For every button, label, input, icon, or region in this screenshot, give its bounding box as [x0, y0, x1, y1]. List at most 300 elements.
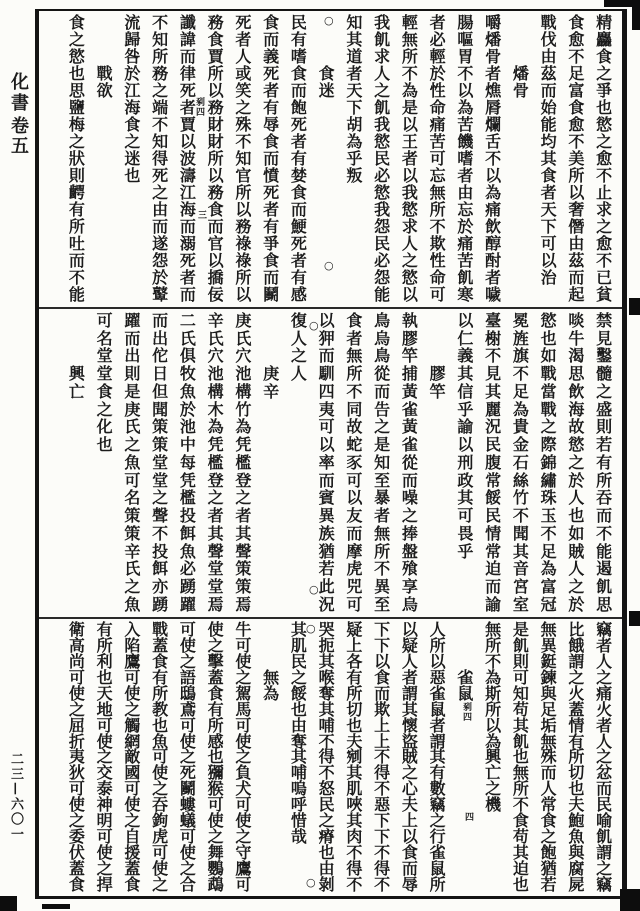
glyph: 牧	[179, 364, 196, 384]
glyph: 忘	[457, 200, 474, 220]
glyph: 怨	[374, 217, 391, 237]
glyph: 摩	[346, 541, 363, 561]
glyph: 天	[346, 80, 363, 100]
glyph: 則	[512, 651, 529, 671]
text-column	[230, 312, 258, 614]
glyph: 食	[512, 811, 529, 831]
glyph: 不	[346, 381, 363, 401]
glyph: 惡	[429, 667, 446, 687]
glyph: 愈	[568, 29, 585, 49]
glyph: 而	[68, 251, 85, 271]
glyph: 不	[235, 131, 252, 151]
text-column	[174, 619, 202, 894]
glyph: 而	[290, 200, 307, 220]
glyph: 氏	[179, 328, 196, 348]
glyph: 使	[179, 731, 196, 751]
text-column	[202, 14, 230, 304]
glyph: 不	[68, 268, 85, 288]
glyph: 可	[124, 470, 141, 490]
glyph: 之	[568, 452, 585, 472]
glyph: 使	[96, 731, 113, 751]
glyph: 能	[374, 285, 391, 305]
page-frame	[35, 9, 627, 899]
glyph: 斯	[485, 683, 502, 703]
glyph: 可	[540, 234, 557, 254]
text-column	[368, 312, 396, 614]
glyph: 以	[457, 80, 474, 100]
glyph: 死	[263, 182, 280, 202]
text-column	[507, 312, 535, 614]
glyph: 與	[540, 683, 557, 703]
glyph: 而	[318, 346, 335, 366]
glyph: 之	[568, 667, 585, 687]
glyph: 檻	[207, 452, 224, 472]
glyph: 不	[429, 217, 446, 237]
glyph: 知	[512, 683, 529, 703]
glyph: 海	[179, 200, 196, 220]
glyph: 蓋	[68, 859, 85, 879]
glyph: 愈	[596, 234, 613, 254]
scan-smudge	[629, 298, 640, 315]
glyph: 堂	[152, 452, 169, 472]
glyph: 鳥	[374, 346, 391, 366]
glyph: 富	[540, 577, 557, 597]
glyph: 不	[401, 63, 418, 83]
glyph: 噪	[401, 488, 418, 508]
glyph: 魚	[124, 594, 141, 614]
text-column	[507, 619, 535, 894]
glyph: 無	[540, 731, 557, 751]
glyph: 所	[568, 747, 585, 767]
glyph: 下	[346, 97, 363, 117]
glyph: 食	[207, 29, 224, 49]
glyph: 但	[152, 381, 169, 401]
glyph: 鼠	[429, 699, 446, 719]
glyph: 策	[152, 417, 169, 437]
glyph: 氏	[207, 328, 224, 348]
glyph: 嗚	[290, 779, 307, 799]
glyph: 濤	[179, 165, 196, 185]
glyph: 之	[96, 859, 113, 879]
glyph: 鹽	[68, 97, 85, 117]
glyph: 出	[124, 346, 141, 366]
glyph: 堂	[96, 364, 113, 384]
glyph: 可	[346, 594, 363, 614]
glyph: 上	[346, 635, 363, 655]
glyph: 飽	[290, 97, 307, 117]
glyph: 食	[596, 46, 613, 66]
glyph: 之	[179, 859, 196, 879]
glyph: 可	[429, 285, 446, 305]
glyph: 麗	[485, 399, 502, 419]
glyph: 人	[540, 779, 557, 799]
empty-cell	[507, 14, 535, 31]
glyph: 所	[346, 683, 363, 703]
volume-label: 卷五	[8, 116, 29, 156]
glyph: 而	[152, 310, 169, 330]
glyph: 也	[346, 715, 363, 735]
empty-cell	[452, 622, 480, 638]
glyph: 鵡	[207, 874, 224, 894]
glyph: 痛	[429, 114, 446, 134]
glyph: 以	[207, 251, 224, 271]
glyph: 之	[68, 131, 85, 151]
text-column	[479, 14, 507, 304]
glyph: 不	[318, 763, 335, 783]
glyph: 命	[429, 97, 446, 117]
glyph: 旗	[512, 346, 529, 366]
glyph: 以	[485, 715, 502, 735]
glyph: 有	[429, 763, 446, 783]
text-column	[174, 14, 202, 304]
glyph: 也	[152, 715, 169, 735]
glyph: 尚	[68, 651, 85, 671]
glyph: 命	[429, 268, 446, 288]
glyph: 際	[540, 435, 557, 455]
glyph: 亡	[68, 381, 85, 401]
glyph: 之	[401, 763, 418, 783]
glyph: 雀	[401, 435, 418, 455]
glyph: 以	[401, 827, 418, 847]
glyph: 語	[179, 667, 196, 687]
glyph: 怒	[318, 779, 335, 799]
glyph: 上	[401, 811, 418, 831]
glyph: 故	[346, 417, 363, 437]
glyph: 之	[207, 635, 224, 655]
glyph: 竿	[401, 346, 418, 366]
glyph: 戰	[152, 619, 169, 639]
book-title: 化書	[8, 72, 29, 114]
glyph: 而	[485, 577, 502, 597]
glyph: 興	[485, 747, 502, 767]
glyph: 食	[124, 114, 141, 134]
glyph: 能	[596, 541, 613, 561]
glyph: 之	[596, 381, 613, 401]
glyph: 之	[152, 182, 169, 202]
glyph: 溺	[179, 234, 196, 254]
glyph: 由	[318, 859, 335, 879]
glyph: 可	[235, 715, 252, 735]
glyph: 者	[457, 165, 474, 185]
glyph: 為	[485, 182, 502, 202]
glyph: 辛	[263, 381, 280, 401]
glyph: 不	[485, 148, 502, 168]
glyph: 無	[485, 619, 502, 639]
glyph: 於	[179, 399, 196, 419]
glyph: 迷	[124, 148, 141, 168]
glyph: 以	[457, 310, 474, 330]
text-column	[230, 14, 258, 304]
glyph: 迷	[318, 80, 335, 100]
glyph: 故	[568, 417, 585, 437]
glyph: 爛	[485, 114, 502, 134]
glyph: 而	[207, 217, 224, 237]
glyph: 況	[318, 594, 335, 614]
glyph: 食	[290, 182, 307, 202]
text-column	[424, 619, 452, 894]
glyph: 飢	[374, 29, 391, 49]
glyph: 餒	[485, 488, 502, 508]
gutter-note: 四	[463, 812, 473, 822]
glyph: 呼	[290, 795, 307, 815]
glyph: 死	[290, 114, 307, 134]
glyph: 入	[124, 619, 141, 639]
glyph: 雀	[401, 399, 418, 419]
glyph: 使	[207, 619, 224, 639]
glyph: 慾	[374, 131, 391, 151]
glyph: 奢	[568, 200, 585, 220]
glyph: 投	[179, 506, 196, 526]
glyph: 唊	[346, 795, 363, 815]
glyph: 愈	[568, 114, 585, 134]
scan-smudge	[632, 0, 640, 30]
glyph: 虎	[152, 827, 169, 847]
glyph: 狄	[68, 763, 85, 783]
glyph: 之	[179, 747, 196, 767]
glyph: 所	[568, 165, 585, 185]
glyph: 中	[179, 435, 196, 455]
glyph: 下	[374, 811, 391, 831]
glyph: 慾	[568, 435, 585, 455]
glyph: 聲	[207, 541, 224, 561]
glyph: 當	[540, 381, 557, 401]
glyph: 求	[596, 200, 613, 220]
glyph: 烏	[374, 328, 391, 348]
glyph: 知	[235, 148, 252, 168]
glyph: 賓	[318, 488, 335, 508]
glyph: 無	[374, 523, 391, 543]
glyph: 苟	[512, 827, 529, 847]
glyph: 鋌	[540, 651, 557, 671]
glyph: 錦	[540, 452, 557, 472]
glyph: 苦	[457, 114, 474, 134]
glyph: 嘔	[457, 29, 474, 49]
glyph: 性	[429, 251, 446, 271]
glyph: 使	[124, 795, 141, 815]
glyph: 戰	[540, 12, 557, 32]
glyph: 踴	[152, 594, 169, 614]
glyph: 不	[485, 346, 502, 366]
glyph: 不	[374, 559, 391, 579]
glyph: 而	[179, 46, 196, 66]
glyph: 之	[179, 651, 196, 671]
empty-cell	[424, 330, 452, 348]
glyph: 可	[96, 310, 113, 330]
glyph: 者	[540, 182, 557, 202]
glyph: 有	[68, 200, 85, 220]
glyph: 猶	[540, 859, 557, 879]
glyph: 比	[568, 619, 585, 639]
glyph: 苦	[457, 251, 474, 271]
glyph: 其	[346, 29, 363, 49]
glyph: 於	[124, 63, 141, 83]
glyph: 夷	[68, 747, 85, 767]
glyph: 池	[235, 364, 252, 384]
glyph: 可	[235, 635, 252, 655]
glyph: 而	[179, 217, 196, 237]
glyph: 所	[485, 635, 502, 655]
text-column	[563, 619, 591, 894]
glyph: 民	[374, 148, 391, 168]
glyph: 音	[512, 559, 529, 579]
glyph: 不	[346, 843, 363, 863]
glyph: 戰	[540, 364, 557, 384]
glyph: 飽	[540, 843, 557, 863]
glyph: 之	[596, 747, 613, 767]
glyph: 肉	[346, 827, 363, 847]
glyph: 乎	[346, 148, 363, 168]
glyph: 況	[485, 417, 502, 437]
glyph: 所	[512, 779, 529, 799]
glyph: 食	[374, 667, 391, 687]
glyph: 以	[568, 182, 585, 202]
glyph: 所	[68, 217, 85, 237]
glyph: 若	[318, 559, 335, 579]
glyph: 所	[96, 635, 113, 655]
glyph: 夫	[346, 731, 363, 751]
glyph: 江	[124, 80, 141, 100]
glyph: 室	[512, 594, 529, 614]
glyph: 人	[290, 328, 307, 348]
glyph: 食	[568, 97, 585, 117]
glyph: 火	[596, 699, 613, 719]
glyph: 異	[374, 577, 391, 597]
glyph: 波	[179, 148, 196, 168]
glyph: 上	[374, 715, 391, 735]
glyph: 交	[96, 763, 113, 783]
glyph: 迫	[512, 859, 529, 879]
glyph: 食	[401, 843, 418, 863]
glyph: 為	[346, 131, 363, 151]
glyph: 也	[290, 699, 307, 719]
glyph: 以	[401, 165, 418, 185]
glyph: 戰	[540, 399, 557, 419]
glyph: 聞	[152, 399, 169, 419]
glyph: 虎	[346, 559, 363, 579]
glyph: 是	[124, 381, 141, 401]
glyph: 食	[290, 63, 307, 83]
glyph: 精	[596, 12, 613, 32]
glyph: 必	[179, 559, 196, 579]
glyph: 魚	[152, 731, 169, 751]
glyph: 使	[235, 651, 252, 671]
glyph: 所	[346, 364, 363, 384]
glyph: 暴	[374, 488, 391, 508]
glyph: 海	[124, 97, 141, 117]
glyph: 其	[207, 523, 224, 543]
empty-cell	[507, 31, 535, 48]
empty-cell	[91, 14, 119, 31]
glyph: 宮	[512, 577, 529, 597]
glyph: 疑	[346, 619, 363, 639]
glyph: 以	[179, 131, 196, 151]
glyph: 海	[568, 399, 585, 419]
collation-circle: ○	[309, 583, 319, 596]
glyph: 自	[124, 827, 141, 847]
glyph: 賊	[401, 747, 418, 767]
glyph: 異	[318, 506, 335, 526]
glyph: 興	[68, 364, 85, 384]
glyph: 辛	[124, 541, 141, 561]
glyph: 而	[152, 217, 169, 237]
glyph: 鬭	[179, 779, 196, 799]
text-column	[313, 619, 341, 894]
glyph: 為	[401, 80, 418, 100]
glyph: 律	[179, 63, 196, 83]
collation-circle: ○	[309, 319, 319, 332]
glyph: 烏	[401, 594, 418, 614]
glyph: 飱	[401, 559, 418, 579]
glyph: 食	[68, 874, 85, 894]
glyph: 止	[596, 182, 613, 202]
collation-circle: ○	[324, 14, 334, 27]
glyph: 鳥	[374, 310, 391, 330]
glyph: 負	[235, 763, 252, 783]
glyph: 以	[318, 310, 335, 330]
glyph: 歸	[124, 29, 141, 49]
glyph: 也	[540, 328, 557, 348]
glyph: 之	[374, 417, 391, 437]
glyph: 食	[68, 12, 85, 32]
glyph: 脣	[485, 97, 502, 117]
glyph: 人	[290, 364, 307, 384]
glyph: 可	[429, 148, 446, 168]
glyph: 行	[429, 827, 446, 847]
glyph: 所	[374, 541, 391, 561]
glyph: 者	[290, 251, 307, 271]
glyph: 冠	[540, 594, 557, 614]
glyph: 氏	[124, 417, 141, 437]
glyph: 笑	[235, 80, 252, 100]
glyph: 欺	[374, 699, 391, 719]
glyph: 謂	[568, 651, 585, 671]
glyph: 端	[152, 97, 169, 117]
glyph: 者	[263, 80, 280, 100]
glyph: 嚼	[485, 12, 502, 32]
glyph: 構	[207, 381, 224, 401]
section-title-column	[424, 312, 452, 614]
glyph: 之	[96, 747, 113, 767]
text-column	[535, 14, 563, 304]
glyph: 而	[124, 328, 141, 348]
scan-smudge	[620, 889, 640, 911]
glyph: 豕	[346, 452, 363, 472]
glyph: 兕	[346, 577, 363, 597]
glyph: 如	[540, 346, 557, 366]
empty-cell	[91, 48, 119, 65]
glyph: 蓋	[568, 699, 585, 719]
glyph: 使	[68, 683, 85, 703]
glyph: 之	[401, 251, 418, 271]
glyph: 乎	[457, 399, 474, 419]
glyph: 之	[124, 811, 141, 831]
glyph: 構	[235, 381, 252, 401]
glyph: 民	[374, 234, 391, 254]
glyph: 而	[401, 859, 418, 879]
glyph: 策	[124, 523, 141, 543]
glyph: 屈	[68, 715, 85, 735]
glyph: 是	[401, 97, 418, 117]
glyph: 人	[596, 731, 613, 751]
glyph: 戰	[96, 63, 113, 83]
glyph: 有	[346, 667, 363, 687]
glyph: 夫	[401, 795, 418, 815]
glyph: 焉	[235, 594, 252, 614]
text-column	[146, 619, 174, 894]
gutter-note: 剢四	[194, 97, 204, 117]
glyph: 輕	[401, 12, 418, 32]
glyph: 人	[401, 234, 418, 254]
